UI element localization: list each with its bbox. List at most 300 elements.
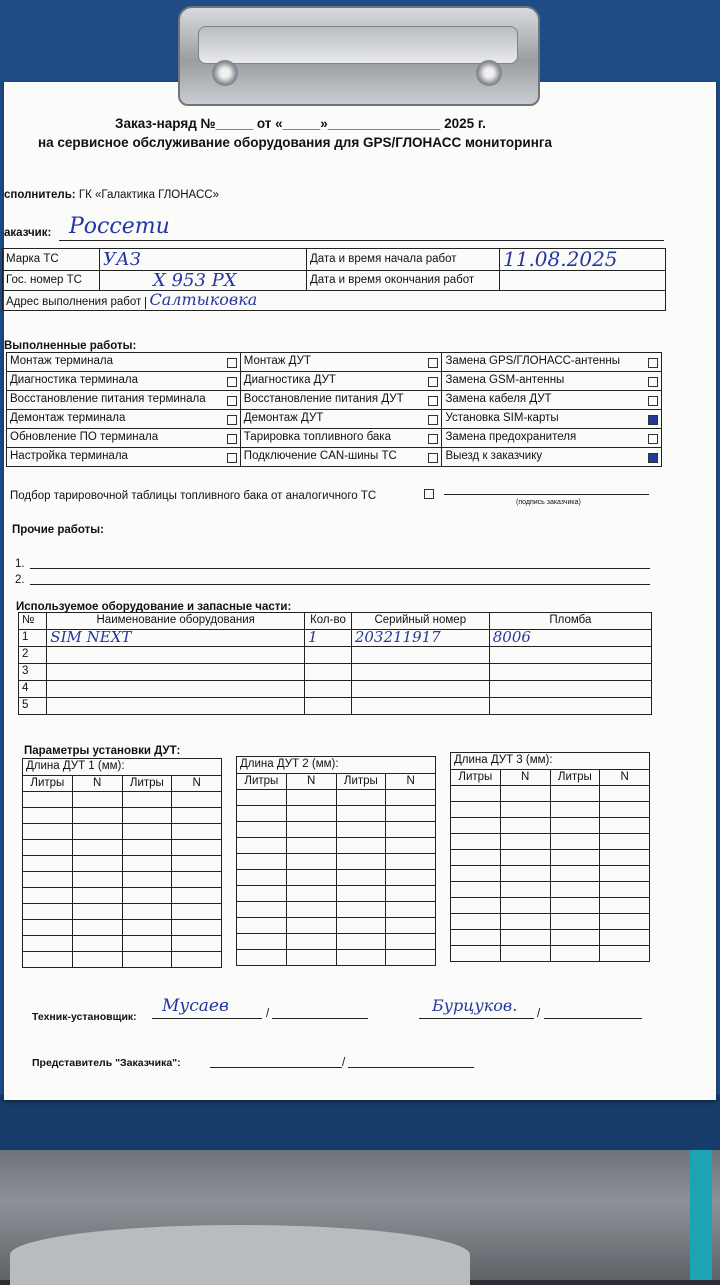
dut-row xyxy=(451,802,650,818)
work-item xyxy=(240,391,442,410)
dut-cell xyxy=(386,886,436,902)
dut-column-header: N xyxy=(600,770,650,786)
dut-cell xyxy=(550,786,600,802)
equipment-table xyxy=(18,612,652,715)
dut-cell xyxy=(550,914,600,930)
dut-cell xyxy=(336,838,386,854)
dut-cell xyxy=(172,936,222,952)
dut-cell xyxy=(122,808,172,824)
equipment-cell xyxy=(305,647,352,664)
dut-cell xyxy=(72,808,122,824)
dut-cell xyxy=(500,914,550,930)
dut-cell xyxy=(23,856,73,872)
dut-cell xyxy=(500,898,550,914)
dut-cell xyxy=(600,802,650,818)
dut-title: Параметры установки ДУТ: xyxy=(24,745,181,757)
dut-cell xyxy=(72,824,122,840)
work-item-checkbox[interactable] xyxy=(227,377,237,387)
dut-cell xyxy=(550,834,600,850)
equipment-header-cell: № xyxy=(19,613,47,630)
work-item-label: Замена кабеля ДУТ xyxy=(445,393,552,405)
dut-cell xyxy=(500,850,550,866)
form-title: Заказ-наряд №_____ от «_____»_______________ 2025 г. xyxy=(115,116,486,131)
dut-cell xyxy=(122,840,172,856)
equipment-cell: 2 xyxy=(19,647,47,664)
work-item-checkbox[interactable] xyxy=(428,415,438,425)
dut-cell xyxy=(336,806,386,822)
dut-row xyxy=(237,854,436,870)
dut-cell xyxy=(23,808,73,824)
work-item-checkbox[interactable] xyxy=(227,396,237,406)
work-item-checkbox[interactable] xyxy=(428,453,438,463)
dut-row xyxy=(451,946,650,962)
dut-cell xyxy=(122,888,172,904)
work-item-checkbox[interactable] xyxy=(648,396,658,406)
work-item-checkbox[interactable] xyxy=(227,415,237,425)
tech-label: Техник-установщик: xyxy=(32,1011,137,1023)
work-item-label: Замена GSM-антенны xyxy=(445,374,565,386)
work-item xyxy=(7,353,241,372)
dut-cell xyxy=(451,818,501,834)
dut-cell xyxy=(237,934,287,950)
equipment-cell xyxy=(351,681,489,698)
dut-cell xyxy=(386,854,436,870)
dut-cell xyxy=(72,904,122,920)
dut-column-header: Литры xyxy=(23,776,73,792)
dut-cell xyxy=(600,850,650,866)
dut-cell xyxy=(286,918,336,934)
dut-cell xyxy=(550,882,600,898)
dut-cell xyxy=(237,950,287,966)
dut-cell xyxy=(336,950,386,966)
equipment-cell xyxy=(489,647,651,664)
fabric-fold xyxy=(10,1225,470,1285)
dut-cell xyxy=(336,918,386,934)
dut-cell xyxy=(122,792,172,808)
equipment-cell xyxy=(47,681,305,698)
dut-cell xyxy=(550,898,600,914)
dut-row xyxy=(23,808,222,824)
start-value: 11.08.2025 xyxy=(500,249,666,271)
dut-row xyxy=(237,870,436,886)
dut-column-header: N xyxy=(386,774,436,790)
dut-row xyxy=(451,866,650,882)
dut-cell xyxy=(286,934,336,950)
dut-cell xyxy=(237,870,287,886)
work-item-label: Монтаж терминала xyxy=(10,355,113,367)
dut-table xyxy=(450,752,650,962)
dut-cell xyxy=(500,882,550,898)
dut-row xyxy=(451,914,650,930)
dut-cell xyxy=(336,790,386,806)
dut-row xyxy=(451,850,650,866)
work-item-label: Замена GPS/ГЛОНАСС-антенны xyxy=(445,355,621,367)
equipment-cell xyxy=(351,647,489,664)
equipment-header-cell: Пломба xyxy=(489,613,651,630)
end-label: Дата и время окончания работ xyxy=(307,271,500,291)
work-item-checkbox[interactable] xyxy=(648,377,658,387)
dut-cell xyxy=(286,886,336,902)
dut-cell xyxy=(72,888,122,904)
dut-cell xyxy=(237,806,287,822)
equipment-cell xyxy=(351,698,489,715)
work-item xyxy=(442,353,662,372)
dut-row xyxy=(237,886,436,902)
work-item-label: Выезд к заказчику xyxy=(445,450,543,462)
equipment-row xyxy=(19,664,652,681)
dut-cell xyxy=(386,806,436,822)
dut-row xyxy=(451,882,650,898)
dut-row xyxy=(451,930,650,946)
equipment-header-row xyxy=(19,613,652,630)
work-item xyxy=(7,410,241,429)
dut-row xyxy=(237,838,436,854)
works-table xyxy=(6,352,662,467)
equipment-title: Используемое оборудование и запасные части: xyxy=(16,601,292,613)
calibration-label: Подбор тарировочной таблицы топливного бака от аналогичного ТС xyxy=(10,490,377,502)
dut-cell xyxy=(451,850,501,866)
works-row xyxy=(7,429,662,448)
dut-cell xyxy=(172,904,222,920)
equipment-cell xyxy=(47,698,305,715)
dut-cell xyxy=(500,818,550,834)
equipment-cell xyxy=(489,681,651,698)
work-item-label: Монтаж ДУТ xyxy=(243,355,311,367)
clipboard-edge xyxy=(0,1095,720,1155)
work-item-label: Тарировка топливного бака xyxy=(243,431,391,443)
works-row xyxy=(7,448,662,467)
equipment-cell: 5 xyxy=(19,698,47,715)
dut-cell xyxy=(286,806,336,822)
dut-cell xyxy=(336,854,386,870)
form-subtitle: на сервисное обслуживание оборудования для GPS/ГЛОНАСС мониторинга xyxy=(38,135,552,150)
work-item-label: Восстановление питания ДУТ xyxy=(243,393,404,405)
dut-column-header: Литры xyxy=(336,774,386,790)
work-item xyxy=(442,391,662,410)
work-item xyxy=(7,391,241,410)
dut-cell xyxy=(172,792,222,808)
dut-cell xyxy=(386,902,436,918)
dut-row xyxy=(451,786,650,802)
dut-cell xyxy=(600,818,650,834)
dut-cell xyxy=(72,856,122,872)
equipment-cell xyxy=(47,647,305,664)
dut-cell xyxy=(600,834,650,850)
dut-cell xyxy=(237,886,287,902)
dut-row xyxy=(237,918,436,934)
customer-label: аказчик: xyxy=(4,227,52,239)
dut-row xyxy=(451,818,650,834)
dut-row xyxy=(23,920,222,936)
work-item-label: Диагностика терминала xyxy=(10,374,138,386)
dut-column-header: N xyxy=(500,770,550,786)
dut-cell xyxy=(451,898,501,914)
dut-cell xyxy=(72,872,122,888)
dut-cell xyxy=(500,786,550,802)
dut-cell xyxy=(336,822,386,838)
rep-label: Представитель "Заказчика": xyxy=(32,1057,181,1069)
equipment-cell: 3 xyxy=(19,664,47,681)
dut-row xyxy=(237,902,436,918)
work-item xyxy=(240,448,442,467)
dut-cell xyxy=(600,866,650,882)
dut-row xyxy=(23,840,222,856)
dut-cell xyxy=(122,856,172,872)
work-item xyxy=(442,410,662,429)
dut-cell xyxy=(172,952,222,968)
other-line-1-number: 1. xyxy=(15,558,25,570)
other-line-2-number: 2. xyxy=(15,574,25,586)
address-row: Адрес выполнения работ Салтыковка xyxy=(3,291,666,311)
equipment-cell xyxy=(489,698,651,715)
dut-row xyxy=(23,952,222,968)
equipment-cell: 1 xyxy=(19,630,47,647)
work-item-label: Диагностика ДУТ xyxy=(243,374,336,386)
dut-cell xyxy=(237,918,287,934)
dut-cell xyxy=(550,802,600,818)
work-item-checkbox[interactable] xyxy=(227,358,237,368)
brand-label: Марка ТС xyxy=(3,249,100,271)
work-item-label: Демонтаж ДУТ xyxy=(243,412,324,424)
dut-cell xyxy=(72,920,122,936)
work-item xyxy=(442,429,662,448)
dut-row xyxy=(23,936,222,952)
dut-column-header: Литры xyxy=(237,774,287,790)
brand-value: УАЗ xyxy=(100,249,307,271)
dut-cell xyxy=(600,898,650,914)
vehicle-table xyxy=(2,248,666,311)
dut-cell xyxy=(600,914,650,930)
equipment-row xyxy=(19,630,652,647)
work-item-label: Настройка терминала xyxy=(10,450,128,462)
dut-cell xyxy=(286,822,336,838)
work-item-label: Замена предохранителя xyxy=(445,431,577,443)
dut-cell xyxy=(237,854,287,870)
dut-cell xyxy=(172,808,222,824)
work-item-label: Обновление ПО терминала xyxy=(10,431,159,443)
dut-row xyxy=(451,898,650,914)
work-item-checkbox[interactable] xyxy=(227,453,237,463)
dut-cell xyxy=(550,818,600,834)
work-item-label: Демонтаж терминала xyxy=(10,412,126,424)
dut-row xyxy=(237,822,436,838)
dut-cell xyxy=(23,840,73,856)
dut-row xyxy=(23,872,222,888)
dut-cell xyxy=(23,920,73,936)
dut-table xyxy=(236,756,436,966)
equipment-cell: 4 xyxy=(19,681,47,698)
dut-cell xyxy=(386,870,436,886)
work-item xyxy=(240,372,442,391)
dut-cell xyxy=(451,882,501,898)
end-value xyxy=(500,271,666,291)
dut-cell xyxy=(23,936,73,952)
dut-cell xyxy=(286,790,336,806)
dut-row xyxy=(23,904,222,920)
dut-row xyxy=(451,834,650,850)
dut-cell xyxy=(237,902,287,918)
equipment-header-cell: Наименование оборудования xyxy=(47,613,305,630)
dut-column-header: N xyxy=(286,774,336,790)
work-item-label: Установка SIM-карты xyxy=(445,412,559,424)
equipment-row xyxy=(19,698,652,715)
works-title: Выполненные работы: xyxy=(4,340,137,352)
work-item-checkbox[interactable] xyxy=(428,396,438,406)
calibration-checkbox[interactable] xyxy=(424,489,434,499)
dut-cell xyxy=(72,936,122,952)
customer-value: Россети xyxy=(69,214,170,239)
dut-table xyxy=(22,758,222,968)
dut-cell xyxy=(23,824,73,840)
work-item-checkbox[interactable] xyxy=(648,415,658,425)
work-item-checkbox[interactable] xyxy=(648,453,658,463)
equipment-cell: SIM NEXT xyxy=(47,630,305,647)
work-item xyxy=(442,448,662,467)
plate-value: Х 953 РХ xyxy=(100,271,307,291)
dut-cell xyxy=(451,866,501,882)
dut-row xyxy=(23,792,222,808)
dut-row xyxy=(23,888,222,904)
dut-cell xyxy=(72,840,122,856)
dut-cell xyxy=(172,824,222,840)
work-item-checkbox[interactable] xyxy=(428,377,438,387)
work-item-checkbox[interactable] xyxy=(428,434,438,444)
work-item xyxy=(240,410,442,429)
dut-length-label: Длина ДУТ 3 (мм): xyxy=(451,753,650,770)
start-label: Дата и время начала работ xyxy=(307,249,500,271)
equipment-row xyxy=(19,647,652,664)
equipment-cell: 1 xyxy=(305,630,352,647)
dut-cell xyxy=(600,946,650,962)
equipment-cell xyxy=(305,698,352,715)
dut-cell xyxy=(122,920,172,936)
dut-cell xyxy=(451,786,501,802)
dut-cell xyxy=(72,792,122,808)
work-item xyxy=(240,429,442,448)
work-item xyxy=(442,372,662,391)
equipment-header-cell: Серийный номер xyxy=(351,613,489,630)
dut-cell xyxy=(336,934,386,950)
work-item-checkbox[interactable] xyxy=(648,434,658,444)
dut-cell xyxy=(500,946,550,962)
dut-cell xyxy=(172,840,222,856)
dut-column-header: Литры xyxy=(550,770,600,786)
works-row xyxy=(7,410,662,429)
dut-row xyxy=(23,824,222,840)
dut-cell xyxy=(122,904,172,920)
dut-cell xyxy=(286,950,336,966)
work-item-checkbox[interactable] xyxy=(227,434,237,444)
dut-cell xyxy=(451,914,501,930)
works-row xyxy=(7,391,662,410)
dut-cell xyxy=(237,838,287,854)
dut-cell xyxy=(237,790,287,806)
work-item-checkbox[interactable] xyxy=(648,358,658,368)
executor-label: сполнитель: ГК «Галактика ГЛОНАСС» xyxy=(4,189,219,201)
dut-cell xyxy=(550,866,600,882)
dut-cell xyxy=(72,952,122,968)
dut-cell xyxy=(122,952,172,968)
dut-cell xyxy=(550,946,600,962)
dut-length-label: Длина ДУТ 2 (мм): xyxy=(237,757,436,774)
dut-cell xyxy=(386,950,436,966)
dut-cell xyxy=(122,872,172,888)
dut-cell xyxy=(336,886,386,902)
dut-column-header: N xyxy=(72,776,122,792)
sign-caption: (подпись заказчика) xyxy=(516,499,581,506)
dut-cell xyxy=(550,850,600,866)
work-item xyxy=(7,372,241,391)
dut-cell xyxy=(600,930,650,946)
order-form-sheet: Заказ-наряд №_____ от «_____»_______________ 2025 г. на сервисное обслуживание оборудования для GPS/ГЛОНАСС мониторинга сполнитель: ГК «Галактика ГЛОНАСС» аказчик: Россети Марка ТС УАЗ Дата и время начала работ 11.08.2025 Гос. номер ТС Х 953 РХ Дата и время окончания работ Адрес выполнения работ Салтыковка Выполненные работы: Монтаж терминала Монтаж ДУТ Замена GPS/ГЛОНАСС-антенны Диагностика терминала Диагностика ДУТ Замена GSM-антенны Восстановление питания терминала Восстановление питания ДУТ Замена кабеля ДУТ Демонтаж терминала Демонтаж ДУТ Установка SIM-карты Обновление ПО терминала Тарировка топливного бака Замена предохранителя Настройка терминала Подключение CAN-шины ТС Выезд к заказчику Подбор тарировочной таблицы топливного бака от аналогичного ТС (подпись заказчика) Прочие работы: 1. 2. Используемое оборудование и запасные части: № Наименование оборудования Кол-во Серийный номер Пломба 1 SIM NEXT 1 203211917 8006 2 3 4 5 Параметры установки ДУТ: Длина ДУТ 1 (мм): Литры N Литры N Длина ДУТ 2 (мм): Литры N Литры N Длина ДУТ 3 (мм): Литры N Литры N Техник-установщик: Мусаев / Бурцуков. / Представитель "Заказчика": / xyxy=(4,82,716,1100)
dut-cell xyxy=(172,888,222,904)
dut-cell xyxy=(286,870,336,886)
dut-cell xyxy=(500,866,550,882)
dut-row xyxy=(23,856,222,872)
dut-cell xyxy=(451,946,501,962)
dut-cell xyxy=(122,936,172,952)
work-item xyxy=(7,429,241,448)
work-item-label: Восстановление питания терминала xyxy=(10,393,206,405)
work-item xyxy=(7,448,241,467)
equipment-cell xyxy=(305,664,352,681)
dut-cell xyxy=(286,838,336,854)
dut-row xyxy=(237,934,436,950)
dut-cell xyxy=(23,888,73,904)
dut-cell xyxy=(600,786,650,802)
dut-column-header: Литры xyxy=(451,770,501,786)
work-item-checkbox[interactable] xyxy=(428,358,438,368)
dut-column-header: N xyxy=(172,776,222,792)
equipment-cell: 8006 xyxy=(489,630,651,647)
dut-cell xyxy=(500,834,550,850)
work-item xyxy=(240,353,442,372)
teal-strip xyxy=(690,1150,712,1280)
dut-cell xyxy=(172,872,222,888)
equipment-cell xyxy=(489,664,651,681)
works-row xyxy=(7,372,662,391)
dut-cell xyxy=(386,918,436,934)
dut-cell xyxy=(286,902,336,918)
dut-cell xyxy=(172,920,222,936)
other-title: Прочие работы: xyxy=(12,524,104,536)
dut-cell xyxy=(122,824,172,840)
dut-row xyxy=(237,950,436,966)
dut-cell xyxy=(23,792,73,808)
dut-cell xyxy=(550,930,600,946)
dut-column-header: Литры xyxy=(122,776,172,792)
dut-cell xyxy=(172,856,222,872)
equipment-cell xyxy=(47,664,305,681)
dut-cell xyxy=(386,822,436,838)
dut-cell xyxy=(500,930,550,946)
dut-row xyxy=(237,790,436,806)
dut-length-label: Длина ДУТ 1 (мм): xyxy=(23,759,222,776)
equipment-cell xyxy=(305,681,352,698)
dut-cell xyxy=(600,882,650,898)
plate-label: Гос. номер ТС xyxy=(3,271,100,291)
dut-cell xyxy=(336,870,386,886)
dut-cell xyxy=(23,952,73,968)
dut-row xyxy=(237,806,436,822)
dut-cell xyxy=(451,930,501,946)
dut-cell xyxy=(386,934,436,950)
equipment-cell xyxy=(351,664,489,681)
tech-signature-1: Мусаев xyxy=(162,996,229,1016)
dut-cell xyxy=(386,790,436,806)
tech-signature-2: Бурцуков. xyxy=(432,996,518,1015)
dut-cell xyxy=(237,822,287,838)
